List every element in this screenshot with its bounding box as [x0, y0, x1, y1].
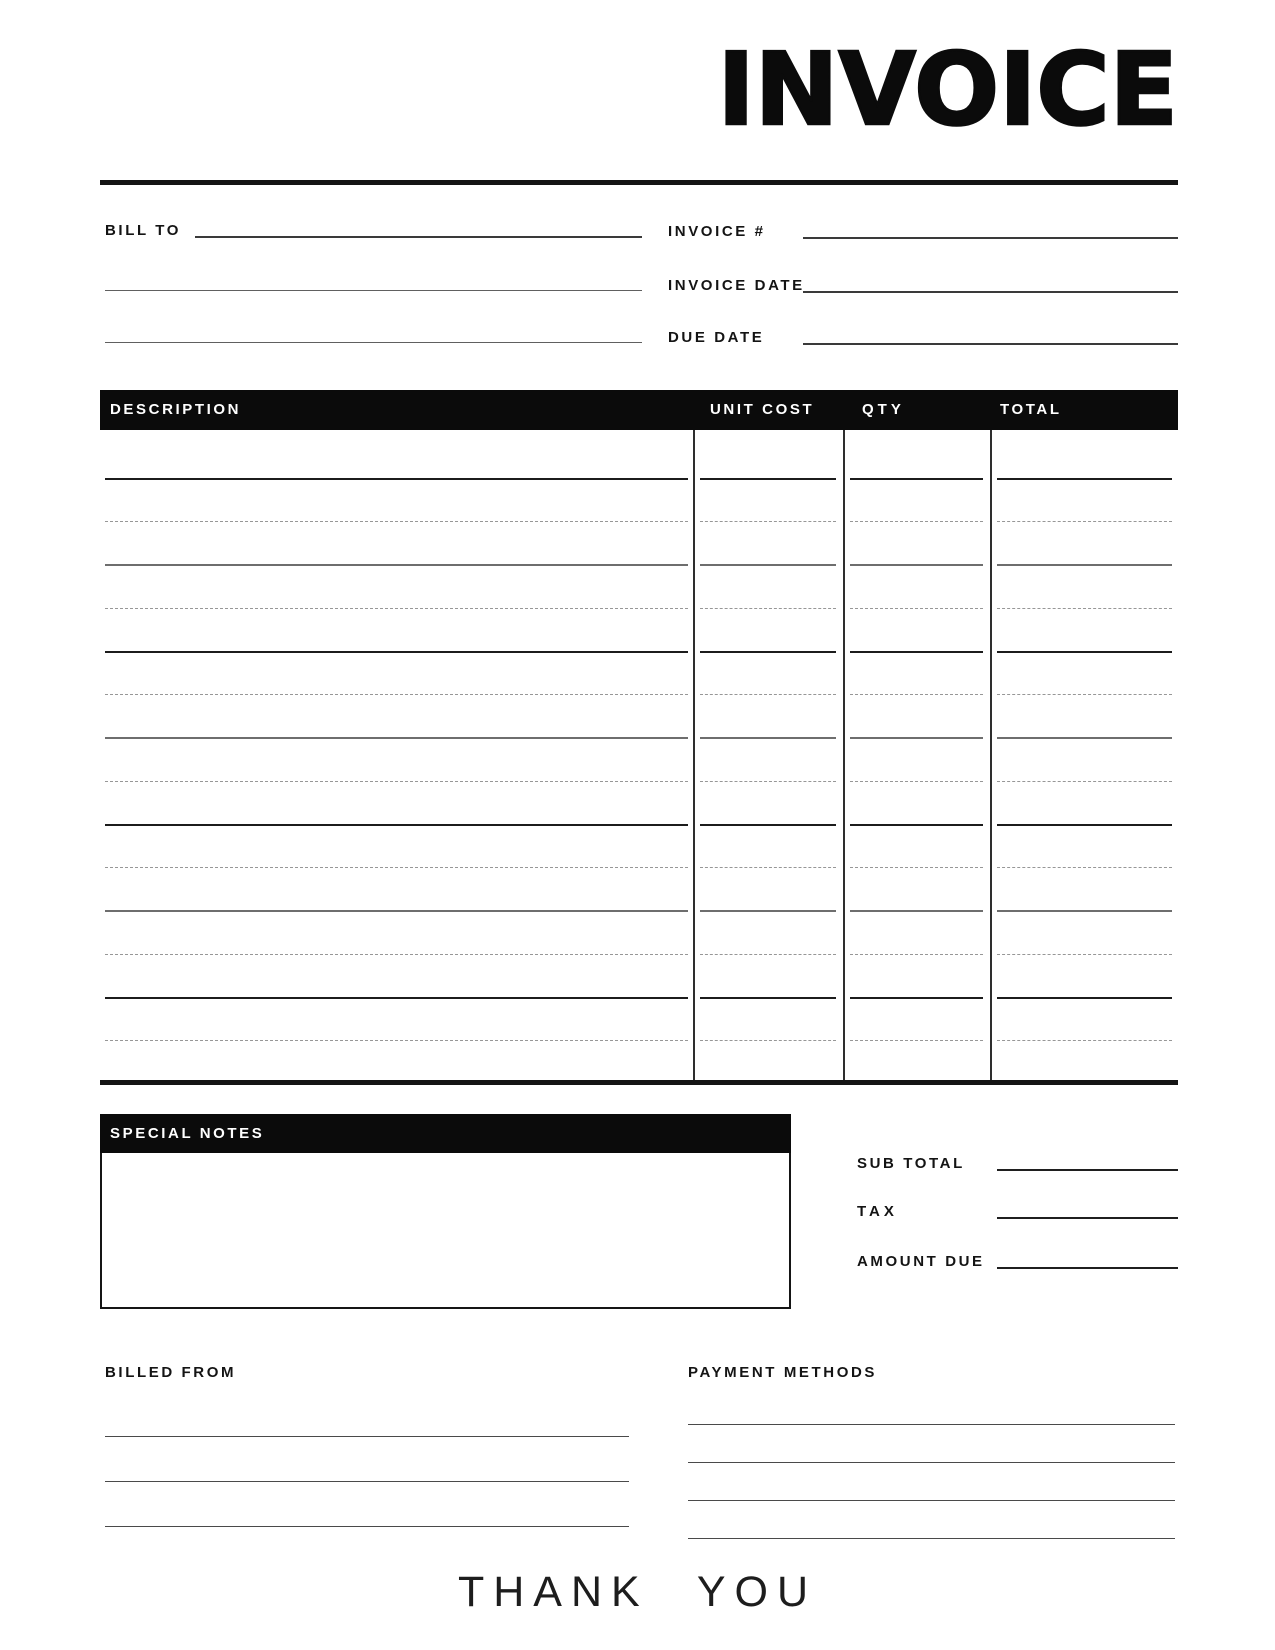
- table-row-dashed-line: [700, 954, 836, 955]
- table-row-line: [997, 910, 1172, 912]
- table-row-dashed-line: [997, 954, 1172, 955]
- table-row-line: [700, 478, 836, 480]
- column-header-description: DESCRIPTION: [110, 401, 242, 418]
- billed-from-line-3[interactable]: [105, 1526, 629, 1527]
- table-row-line: [997, 997, 1172, 999]
- column-header-total: TOTAL: [1000, 401, 1062, 418]
- table-row-line: [850, 997, 983, 999]
- table-row-line: [700, 910, 836, 912]
- invoice-date-label: INVOICE DATE: [668, 277, 805, 294]
- special-notes-label: SPECIAL NOTES: [110, 1125, 265, 1142]
- invoice-date-line[interactable]: [803, 291, 1178, 293]
- table-row-line: [105, 564, 688, 566]
- table-row-line: [700, 737, 836, 739]
- table-row-dashed-line: [997, 781, 1172, 782]
- table-row-dashed-line: [850, 867, 983, 868]
- table-row-line: [997, 564, 1172, 566]
- table-row-line: [850, 564, 983, 566]
- table-row-dashed-line: [997, 608, 1172, 609]
- title-divider-rule: [100, 180, 1178, 185]
- table-row-line: [105, 478, 688, 480]
- table-row-line: [997, 478, 1172, 480]
- payment-methods-line-3[interactable]: [688, 1500, 1175, 1501]
- table-row-dashed-line: [105, 867, 688, 868]
- table-row-dashed-line: [700, 867, 836, 868]
- thank-you-text: THANK YOU: [457, 1568, 818, 1616]
- table-row-line: [997, 824, 1172, 826]
- billed-from-line-1[interactable]: [105, 1436, 629, 1437]
- table-row-dashed-line: [997, 1040, 1172, 1041]
- column-divider-2: [843, 430, 845, 1082]
- sub-total-label: SUB TOTAL: [857, 1155, 965, 1172]
- amount-due-line[interactable]: [997, 1267, 1178, 1269]
- table-row-dashed-line: [105, 521, 688, 522]
- invoice-number-label: INVOICE #: [668, 223, 766, 240]
- amount-due-label: AMOUNT DUE: [857, 1253, 985, 1270]
- table-row-line: [105, 997, 688, 999]
- column-header-qty: QTY: [862, 401, 905, 418]
- table-row-dashed-line: [105, 1040, 688, 1041]
- billed-from-line-2[interactable]: [105, 1481, 629, 1482]
- bill-to-line-2[interactable]: [105, 290, 642, 291]
- table-row-dashed-line: [105, 781, 688, 782]
- table-header-bar: [100, 390, 1178, 430]
- payment-methods-line-4[interactable]: [688, 1538, 1175, 1539]
- table-row-dashed-line: [997, 867, 1172, 868]
- tax-label: TAX: [857, 1203, 898, 1220]
- column-divider-3: [990, 430, 992, 1082]
- table-row-line: [700, 564, 836, 566]
- table-row-dashed-line: [997, 694, 1172, 695]
- page-title: INVOICE: [717, 31, 1178, 148]
- table-row-dashed-line: [850, 521, 983, 522]
- payment-methods-label: PAYMENT METHODS: [688, 1364, 878, 1381]
- table-row-dashed-line: [105, 608, 688, 609]
- table-row-dashed-line: [105, 954, 688, 955]
- table-row-line: [700, 997, 836, 999]
- table-row-dashed-line: [850, 694, 983, 695]
- table-row-dashed-line: [700, 1040, 836, 1041]
- bill-to-line-1[interactable]: [195, 236, 642, 238]
- billed-from-label: BILLED FROM: [105, 1364, 237, 1381]
- invoice-number-line[interactable]: [803, 237, 1178, 239]
- due-date-line[interactable]: [803, 343, 1178, 345]
- table-row-line: [997, 651, 1172, 653]
- column-divider-1: [693, 430, 695, 1082]
- table-row-line: [105, 737, 688, 739]
- table-row-line: [850, 824, 983, 826]
- table-row-dashed-line: [850, 954, 983, 955]
- payment-methods-line-2[interactable]: [688, 1462, 1175, 1463]
- table-row-line: [105, 824, 688, 826]
- payment-methods-line-1[interactable]: [688, 1424, 1175, 1425]
- column-header-unit-cost: UNIT COST: [710, 401, 815, 418]
- table-row-dashed-line: [700, 608, 836, 609]
- table-row-line: [850, 910, 983, 912]
- table-row-line: [700, 651, 836, 653]
- table-row-line: [700, 824, 836, 826]
- table-row-dashed-line: [997, 521, 1172, 522]
- table-row-line: [850, 478, 983, 480]
- table-row-dashed-line: [700, 521, 836, 522]
- table-row-line: [105, 910, 688, 912]
- table-row-line: [850, 651, 983, 653]
- table-row-dashed-line: [700, 781, 836, 782]
- bill-to-line-3[interactable]: [105, 342, 642, 343]
- due-date-label: DUE DATE: [668, 329, 765, 346]
- table-row-line: [997, 737, 1172, 739]
- table-row-dashed-line: [850, 608, 983, 609]
- sub-total-line[interactable]: [997, 1169, 1178, 1171]
- table-row-line: [850, 737, 983, 739]
- tax-line[interactable]: [997, 1217, 1178, 1219]
- table-row-line: [105, 651, 688, 653]
- bill-to-label: BILL TO: [105, 222, 181, 239]
- special-notes-header-bar: [100, 1114, 791, 1153]
- table-row-dashed-line: [105, 694, 688, 695]
- table-row-dashed-line: [850, 1040, 983, 1041]
- table-row-dashed-line: [850, 781, 983, 782]
- table-bottom-rule: [100, 1080, 1178, 1085]
- table-row-dashed-line: [700, 694, 836, 695]
